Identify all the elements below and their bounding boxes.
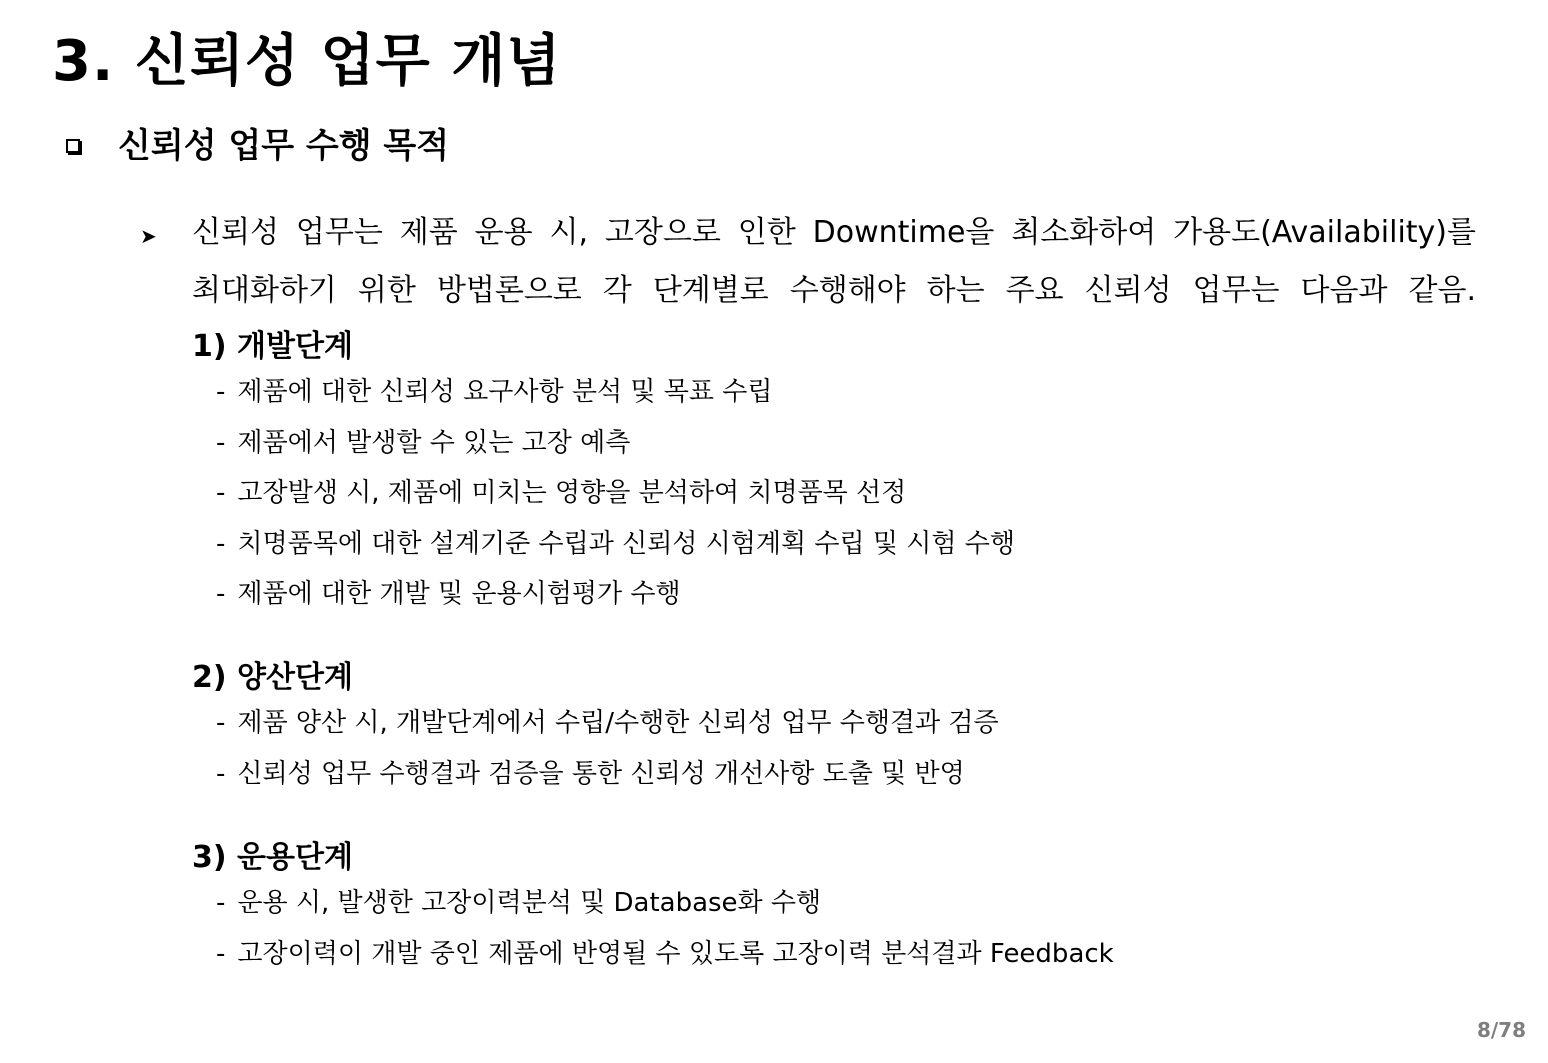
- section-heading-text: 신뢰성 업무 수행 목적: [118, 126, 450, 166]
- dash-bullet: -: [216, 427, 226, 458]
- list-item: [192, 418, 1015, 469]
- arrow-bullet-icon: ➤: [140, 224, 157, 248]
- list-item-text: 운용 시, 발생한 고장이력분석 및 Database화 수행: [237, 888, 822, 918]
- phase-operation: [192, 838, 1114, 979]
- list-item-text: 고장발생 시, 제품에 미치는 영향을 분석하여 치명품목 선정: [237, 478, 907, 508]
- list-item: [192, 878, 1114, 929]
- list-item: [192, 569, 1015, 620]
- section-heading: [66, 122, 449, 170]
- intro-paragraph: [192, 204, 1476, 320]
- dash-bullet: -: [216, 938, 226, 969]
- intro-line-2: 최대화하기 위한 방법론으로 각 단계별로 수행해야 하는 주요 신뢰성 업무는 다음과 같음.: [192, 273, 1476, 308]
- phase-development: [192, 327, 1015, 620]
- list-item: [192, 929, 1114, 980]
- list-item-text: 제품에 대한 신뢰성 요구사항 분석 및 목표 수립: [237, 377, 773, 407]
- list-item: [192, 749, 999, 800]
- phase-heading: 3) 운용단계: [192, 840, 353, 875]
- bullet-list: [192, 698, 999, 799]
- list-item-text: 제품에서 발생할 수 있는 고장 예측: [237, 427, 631, 458]
- dash-bullet: -: [216, 528, 226, 559]
- list-item: [192, 367, 1015, 418]
- list-item-text: 고장이력이 개발 중인 제품에 반영될 수 있도록 고장이력 분석결과 Feedback: [237, 938, 1114, 969]
- list-item-text: 제품에 대한 개발 및 운용시험평가 수행: [237, 579, 681, 609]
- list-item-text: 제품 양산 시, 개발단계에서 수립/수행한 신뢰성 업무 수행결과 검증: [237, 708, 999, 738]
- list-item: [192, 519, 1015, 570]
- list-item: [192, 698, 999, 749]
- bullet-list: [192, 878, 1114, 979]
- checkbox-bullet-icon: [66, 139, 80, 153]
- page-number: 8/78: [1476, 1018, 1526, 1042]
- dash-bullet: -: [216, 377, 226, 407]
- list-item: [192, 468, 1015, 519]
- dash-bullet: -: [216, 888, 226, 918]
- phase-mass-production: [192, 658, 999, 799]
- dash-bullet: -: [216, 708, 226, 738]
- dash-bullet: -: [216, 579, 226, 609]
- bullet-list: [192, 367, 1015, 620]
- page-title: 3. 신뢰성 업무 개념: [52, 29, 562, 94]
- phase-heading: 2) 양산단계: [192, 660, 353, 695]
- dash-bullet: -: [216, 758, 226, 789]
- list-item-text: 치명품목에 대한 설계기준 수립과 신뢰성 시험계획 수립 및 시험 수행: [237, 528, 1016, 559]
- dash-bullet: -: [216, 478, 226, 508]
- phase-heading: 1) 개발단계: [192, 329, 353, 364]
- intro-line-1: 신뢰성 업무는 제품 운용 시, 고장으로 인한 Downtime을 최소화하여 가용도(Availability)를: [192, 215, 1476, 250]
- list-item-text: 신뢰성 업무 수행결과 검증을 통한 신뢰성 개선사항 도출 및 반영: [237, 758, 965, 789]
